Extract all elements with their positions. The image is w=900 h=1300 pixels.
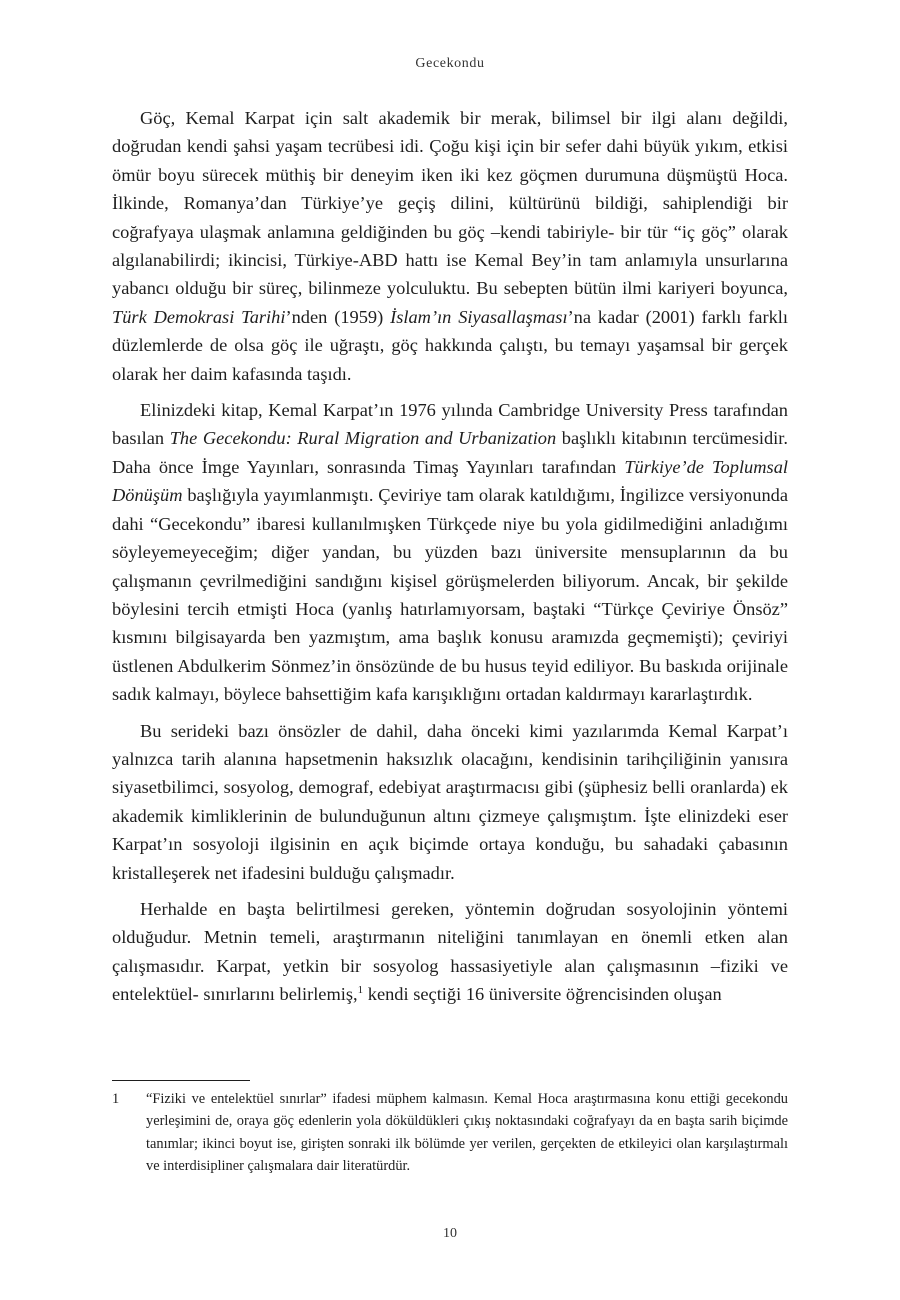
paragraph xyxy=(112,104,788,388)
body-text xyxy=(112,104,788,1009)
text-run: başlığıyla yayımlanmıştı. Çeviriye tam olarak katıldığımı, İngilizce versiyonunda dahi “Gecekondu” ibaresi kullanılmışken Türkçede niye bu yola gidilmediğini anladığımı söyleyemeyeceğim; diğer yandan, bu yüzden bazı üniversite mensuplarının da bu çalışmanın çevrilmediğini sandığını kişisel görüşmelerden biliyorum. Ancak, bir şekilde böylesini tercih etmişti Hoca (yanlış hatırlamıyorsam, baştaki “Türkçe Çeviriye Önsöz” kısmını bilgisayarda ben yazmıştım, ama başlık konusu aramızda geçmemişti); çeviriyi üstlenen Abdulkerim Sönmez’in önsözünde de bu husus teyid ediliyor. Bu baskıda orijinale sadık kalmayı, böylece bahsettiğim kafa karışıklığını ortadan kaldırmayı kararlaştırdık. xyxy=(112,485,788,705)
text-run: ’na kadar (2001) farklı farklı düzlemlerde de olsa göç ile uğraştı, göç hakkında çalıştı, bu temayı yaşamsal bir gerçek olarak her daim kafasında taşıdı. xyxy=(112,306,788,384)
footnote-text: “Fiziki ve entelektüel sınırlar” ifadesi müphem kalmasın. Kemal Hoca araştırmasına konu ettiği gecekondu yerleşimini de, oraya göç edenlerin yola döküldükleri çıkış noktasındaki coğrafyayı da en başta sarih biçimde tanımlar; ikinci boyut ise, girişten sonraki ilk bölümde yer verilen, gerçekten de etkileyici olan karşılaştırmalı ve interdisipliner çalışmalara dair literatürdür. xyxy=(146,1091,788,1175)
text-run: Herhalde en başta belirtilmesi gereken, yöntemin doğrudan sosyolojinin yöntemi olduğudur. Metnin temeli, araştırmanın niteliğini tanımlayan en önemli etken alan çalışmasıdır. Karpat, yetkin bir sosyolog hassasiyetiyle alan çalışmasının –fiziki ve entelektüel- sınırlarını belirlemiş, xyxy=(112,898,788,1005)
page-number: 10 xyxy=(443,1226,457,1241)
footnote-reference: 1 xyxy=(357,984,364,997)
footnote-number: 1 xyxy=(112,1091,120,1107)
text-run: kendi seçtiği 16 üniversite öğrencisinden oluşan xyxy=(363,984,722,1005)
italic-title: The Gecekondu: Rural Migration and Urbanization xyxy=(169,428,557,449)
text-run: ’nden (1959) xyxy=(285,306,391,327)
italic-title: Türkiye’de Toplumsal Dönüşüm xyxy=(112,456,788,506)
running-head: Gecekondu xyxy=(415,56,485,71)
paragraph xyxy=(112,717,788,887)
text-run: başlıklı kitabının tercümesidir. Daha önce İmge Yayınları, sonrasında Timaş Yayınları tarafından xyxy=(112,428,788,477)
footnote-divider xyxy=(112,1080,250,1081)
paragraph xyxy=(112,895,788,1009)
text-run: Elinizdeki kitap, Kemal Karpat’ın 1976 yılında Cambridge University Press tarafından basılan xyxy=(112,400,788,449)
footnote xyxy=(112,1088,788,1178)
text-run: Bu serideki bazı önsözler de dahil, daha önceki kimi yazılarımda Kemal Karpat’ı yalnızca tarih alanına hapsetmenin haksızlık olacağını, kendisinin tarihçiliğinin yanısıra siyasetbilimci, sosyolog, demograf, edebiyat araştırmacısı gibi (şüphesiz belli oranlarda) ek akademik kimliklerinin de bulunduğunun altını çizmeye çalışmıştım. İşte elinizdeki eser Karpat’ın sosyoloji ilgisinin en açık biçimde ortaya konduğu, bu sahadaki çabasının kristalleşerek net ifadesini bulduğu çalışmadır. xyxy=(112,720,788,883)
italic-title: İslam’ın Siyasallaşması xyxy=(390,306,568,327)
italic-title: Türk Demokrasi Tarihi xyxy=(112,306,286,327)
paragraph xyxy=(112,396,788,708)
text-run: Göç, Kemal Karpat için salt akademik bir merak, bilimsel bir ilgi alanı değildi, doğrudan kendi şahsi yaşam tecrübesi idi. Çoğu kişi için bir sefer dahi büyük yıkım, etkisi ömür boyu sürecek müthiş bir deneyim iken iki kez göçmen durumuna düşmüştü Hoca. İlkinde, Romanya’dan Türkiye’ye geçiş dilini, kültürünü bildiği, sahiplendiği bir coğrafyaya ulaşmak anlamına geldiğinden bu göç –kendi tabiriyle- bir tür “iç göç” olarak algılanabilirdi; ikincisi, Türkiye-ABD hattı ise Kemal Bey’in tam anlamıyla unsurlarına yabancı olduğu bir süreç, bilinmeze yolculuktu. Bu sebepten bütün ilmi kariyeri boyunca, xyxy=(112,108,788,299)
